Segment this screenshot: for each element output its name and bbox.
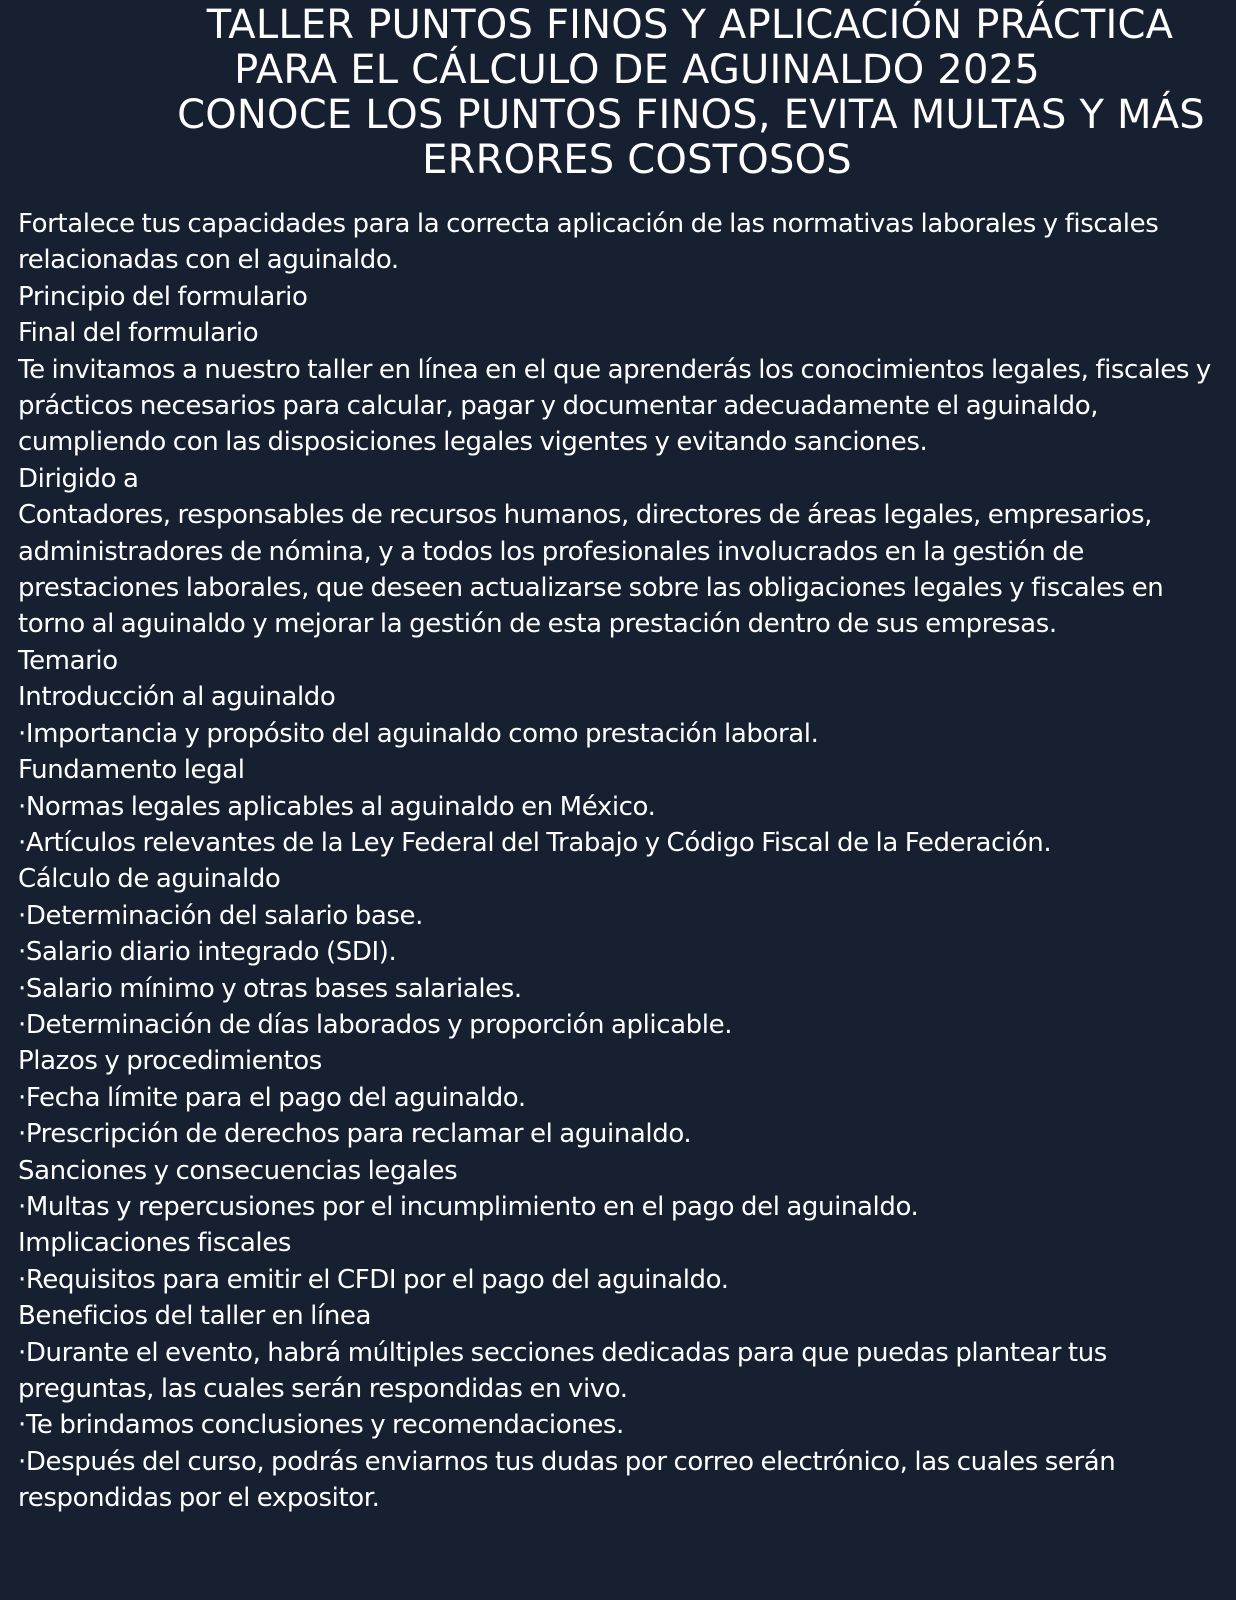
syllabus-bullet-item: ·Determinación del salario base.: [18, 900, 423, 931]
title-line: TALLER PUNTOS FINOS Y APLICACIÓN PRÁCTICA: [206, 2, 1174, 48]
syllabus-section-title: Sanciones y consecuencias legales: [18, 1155, 458, 1186]
syllabus-bullet-item: ·Requisitos para emitir el CFDI por el pago del aguinaldo.: [18, 1264, 729, 1295]
audience-paragraph: Contadores, responsables de recursos humanos, directores de áreas legales, empresarios, administradores de nómina, y a todos los profesionales involucrados en la gestión de prestaciones laborales, que deseen actualizarse sobre las obligaciones legales y fiscales en torno al aguinaldo y mejorar la gestión de esta prestación dentro de sus empresas.: [18, 500, 1164, 640]
invitation-paragraph: Te invitamos a nuestro taller en línea en el que aprenderás los conocimientos legales, fiscales y prácticos necesarios para calcular, pagar y documentar adecuadamente el aguinaldo, cumpliendo con las disposiciones legales vigentes y evitando sanciones.: [18, 354, 1211, 458]
intro-paragraph: Fortalece tus capacidades para la correcta aplicación de las normativas laborales y fiscales relacionadas con el aguinaldo.: [18, 209, 1159, 276]
title-line: ERRORES COSTOSOS: [422, 137, 852, 183]
syllabus-section-title: Plazos y procedimientos: [18, 1046, 322, 1077]
form-end-marker: Final del formulario: [18, 318, 259, 349]
syllabus-bullet-item: ·Determinación de días laborados y proporción aplicable.: [18, 1009, 733, 1040]
syllabus-heading: Temario: [18, 645, 118, 676]
syllabus-bullet-item: ·Multas y repercusiones por el incumplimiento en el pago del aguinaldo.: [18, 1191, 919, 1222]
document-body: [18, 206, 1218, 1517]
title-line: CONOCE LOS PUNTOS FINOS, EVITA MULTAS Y MÁS: [177, 92, 1205, 138]
syllabus-section-title: Implicaciones fiscales: [18, 1228, 292, 1259]
syllabus-bullet-item: ·Durante el evento, habrá múltiples secciones dedicadas para que puedas plantear tus preguntas, las cuales serán respondidas en vivo.: [18, 1337, 1107, 1404]
syllabus-bullet-item: ·Salario mínimo y otras bases salariales.: [18, 973, 522, 1004]
syllabus-bullet-item: ·Artículos relevantes de la Ley Federal del Trabajo y Código Fiscal de la Federación.: [18, 827, 1052, 858]
title-line: PARA EL CÁLCULO DE AGUINALDO 2025: [234, 47, 1040, 93]
audience-heading: Dirigido a: [18, 463, 139, 494]
syllabus-bullet-item: ·Prescripción de derechos para reclamar el aguinaldo.: [18, 1119, 692, 1150]
syllabus-bullet-item: ·Normas legales aplicables al aguinaldo en México.: [18, 791, 656, 822]
form-start-marker: Principio del formulario: [18, 281, 308, 312]
page-title: [18, 0, 1218, 183]
syllabus-bullet-item: ·Después del curso, podrás enviarnos tus dudas por correo electrónico, las cuales serán respondidas por el expositor.: [18, 1446, 1116, 1514]
syllabus-section-title: Beneficios del taller en línea: [18, 1301, 372, 1332]
syllabus-section-title: Introducción al aguinaldo: [18, 682, 336, 713]
syllabus-bullet-item: ·Salario diario integrado (SDI).: [18, 937, 397, 968]
syllabus-list: [18, 679, 1218, 1516]
syllabus-bullet-item: ·Te brindamos conclusiones y recomendaciones.: [18, 1410, 624, 1441]
syllabus-bullet-item: ·Importancia y propósito del aguinaldo como prestación laboral.: [18, 718, 819, 749]
syllabus-bullet-item: ·Fecha límite para el pago del aguinaldo.: [18, 1082, 526, 1113]
syllabus-section-title: Fundamento legal: [18, 755, 245, 786]
syllabus-section-title: Cálculo de aguinaldo: [18, 864, 281, 895]
